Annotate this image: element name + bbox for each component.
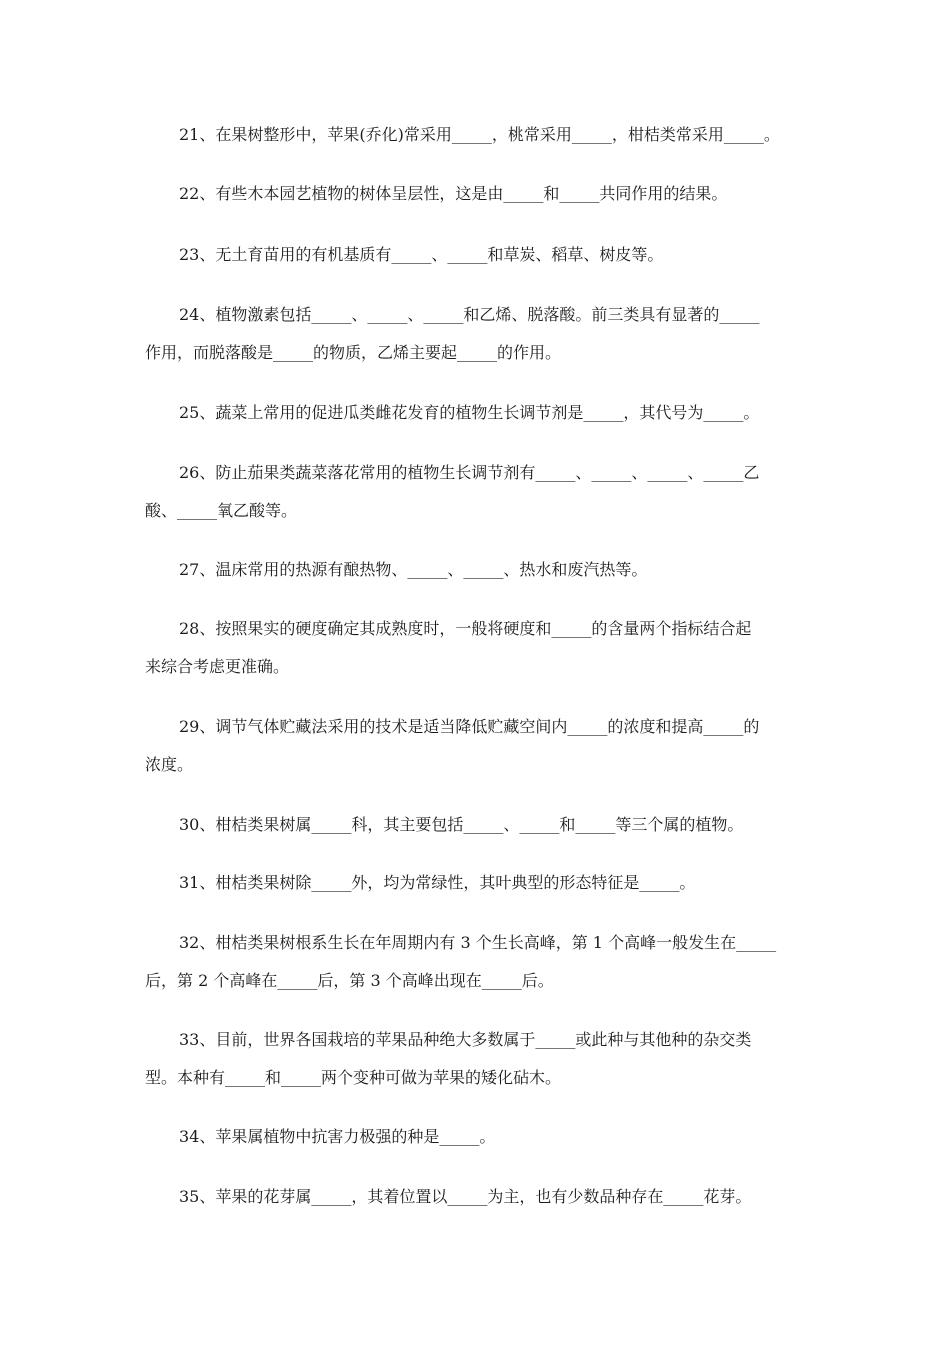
question-line: 25、蔬菜上常用的促进瓜类雌花发育的植物生长调节剂是_____，其代号为_____。 <box>179 403 760 422</box>
question-line: 23、无土育苗用的有机基质有_____、_____和草炭、稻草、树皮等。 <box>179 245 664 264</box>
question-line: 32、柑桔类果树根系生长在年周期内有 3 个生长高峰，第 1 个高峰一般发生在_____ <box>179 933 777 952</box>
question-21 <box>145 116 813 154</box>
question-25 <box>145 394 813 432</box>
question-24 <box>145 296 813 372</box>
question-22 <box>145 175 813 213</box>
question-line: 31、柑桔类果树除_____外，均为常绿性，其叶典型的形态特征是_____。 <box>179 873 696 892</box>
question-line: 35、苹果的花芽属_____，其着位置以_____为主，也有少数品种存在_____花芽。 <box>179 1187 752 1206</box>
question-31 <box>145 864 813 902</box>
question-34 <box>145 1118 813 1156</box>
question-line-continued: 型。本种有_____和_____两个变种可做为苹果的矮化砧木。 <box>145 1068 562 1087</box>
question-29 <box>145 708 813 784</box>
question-line: 26、防止茄果类蔬菜落花常用的植物生长调节剂有_____、_____、_____、_____乙 <box>179 463 760 482</box>
question-line: 34、苹果属植物中抗害力极强的种是_____。 <box>179 1127 496 1146</box>
question-line: 27、温床常用的热源有酿热物、_____、_____、热水和废汽热等。 <box>179 560 648 579</box>
question-line: 29、调节气体贮藏法采用的技术是适当降低贮藏空间内_____的浓度和提高_____的 <box>179 717 760 736</box>
question-27 <box>145 551 813 589</box>
question-30 <box>145 806 813 844</box>
question-line: 24、植物激素包括_____、_____、_____和乙烯、脱落酸。前三类具有显著的_____ <box>179 305 760 324</box>
question-line-continued: 来综合考虑更准确。 <box>145 657 290 676</box>
question-line: 21、在果树整形中，苹果(乔化)常采用_____，桃常采用_____，柑桔类常采用_____。 <box>179 125 780 144</box>
question-line: 22、有些木本园艺植物的树体呈层性，这是由_____和_____共同作用的结果。 <box>179 184 728 203</box>
question-line-continued: 酸、_____氧乙酸等。 <box>145 501 298 520</box>
question-23 <box>145 236 813 274</box>
question-32 <box>145 924 813 1000</box>
question-line-continued: 作用，而脱落酸是_____的物质，乙烯主要起_____的作用。 <box>145 343 562 362</box>
question-26 <box>145 454 813 530</box>
question-35 <box>145 1178 813 1216</box>
question-line: 28、按照果实的硬度确定其成熟度时，一般将硬度和_____的含量两个指标结合起 <box>179 619 752 638</box>
question-28 <box>145 610 813 686</box>
question-line-continued: 浓度。 <box>145 755 194 774</box>
question-line: 33、目前，世界各国栽培的苹果品种绝大多数属于_____或此种与其他种的杂交类 <box>179 1030 752 1049</box>
question-line-continued: 后，第 2 个高峰在_____后，第 3 个高峰出现在_____后。 <box>145 971 554 990</box>
question-line: 30、柑桔类果树属_____科，其主要包括_____、_____和_____等三个属的植物。 <box>179 815 744 834</box>
question-33 <box>145 1021 813 1097</box>
